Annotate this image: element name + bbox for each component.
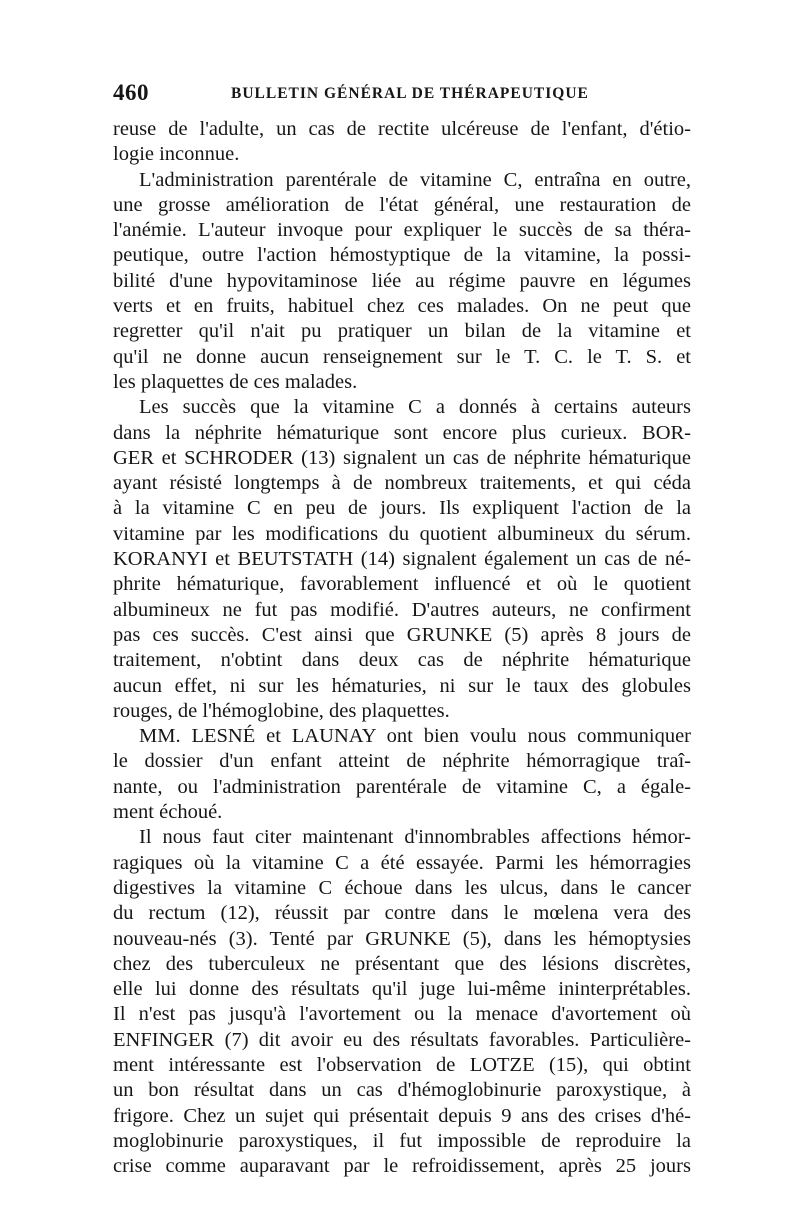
page-number: 460 xyxy=(113,80,149,105)
text-line: GER et SCHRODER (13) signalent un cas de néphrite hématurique xyxy=(113,446,691,469)
text-line: qu'il ne donne aucun renseignement sur le T. C. le T. S. et xyxy=(113,345,691,368)
text-line: Il nous faut citer maintenant d'innombrables affections hémor- xyxy=(139,826,691,849)
text-line: digestives la vitamine C échoue dans les ulcus, dans le cancer xyxy=(113,876,691,899)
text-line: traitement, n'obtint dans deux cas de néphrite hématurique xyxy=(113,649,691,672)
text-line: ragiques où la vitamine C a été essayée. Parmi les hémorragies xyxy=(113,851,691,874)
text-line: chez des tuberculeux ne présentant que des lésions discrètes, xyxy=(113,952,691,975)
text-line: moglobinurie paroxystiques, il fut impossible de reproduire la xyxy=(113,1129,691,1152)
text-line: rouges, de l'hémoglobine, des plaquettes. xyxy=(113,699,450,722)
text-line: vitamine par les modifications du quotient albumineux du sérum. xyxy=(113,522,691,545)
text-line: ment intéressante est l'observation de LOTZE (15), qui obtint xyxy=(113,1053,691,1076)
text-line: une grosse amélioration de l'état général, une restauration de xyxy=(113,193,691,216)
text-line: ment échoué. xyxy=(113,801,223,824)
text-line: ENFINGER (7) dit avoir eu des résultats favorables. Particulière- xyxy=(113,1028,691,1051)
text-line: verts et en fruits, habituel chez ces malades. On ne peut que xyxy=(113,295,691,318)
text-line: peutique, outre l'action hémostyptique de la vitamine, la possi- xyxy=(113,244,691,267)
text-line: albumineux ne fut pas modifié. D'autres auteurs, ne confirment xyxy=(113,598,691,621)
text-line: pas ces succès. C'est ainsi que GRUNKE (5) après 8 jours de xyxy=(113,623,691,646)
text-line: ayant résisté longtemps à de nombreux traitements, et qui céda xyxy=(113,472,691,495)
text-line: un bon résultat dans un cas d'hémoglobinurie paroxystique, à xyxy=(113,1079,691,1102)
text-line: logie inconnue. xyxy=(113,143,240,166)
text-line: phrite hématurique, favorablement influencé et où le quotient xyxy=(113,573,691,596)
text-line: KORANYI et BEUTSTATH (14) signalent également un cas de né- xyxy=(113,548,691,571)
text-line: l'anémie. L'auteur invoque pour expliquer le succès de sa théra- xyxy=(113,219,691,242)
text-line: les plaquettes de ces malades. xyxy=(113,370,358,393)
text-line: crise comme auparavant par le refroidissement, après 25 jours xyxy=(113,1155,691,1178)
text-line: elle lui donne des résultats qu'il juge lui-même ininterprétables. xyxy=(113,978,691,1001)
text-line: bilité d'une hypovitaminose liée au régime pauvre en légumes xyxy=(113,269,691,292)
text-line: frigore. Chez un sujet qui présentait depuis 9 ans des crises d'hé- xyxy=(113,1104,691,1127)
text-line: nouveau-nés (3). Tenté par GRUNKE (5), dans les hémoptysies xyxy=(113,927,691,950)
text-line: à la vitamine C en peu de jours. Ils expliquent l'action de la xyxy=(113,497,691,520)
text-line: L'administration parentérale de vitamine C, entraîna en outre, xyxy=(139,168,691,191)
text-line: le dossier d'un enfant atteint de néphrite hémorragique traî- xyxy=(113,750,691,773)
text-line: dans la néphrite hématurique sont encore plus curieux. BOR- xyxy=(113,421,691,444)
page-header xyxy=(113,80,693,110)
text-line: nante, ou l'administration parentérale de vitamine C, a égale- xyxy=(113,775,691,798)
text-line: aucun effet, ni sur les hématuries, ni sur le taux des globules xyxy=(113,674,691,697)
text-line: MM. LESNÉ et LAUNAY ont bien voulu nous communiquer xyxy=(139,725,691,748)
text-line: regretter qu'il n'ait pu pratiquer un bilan de la vitamine et xyxy=(113,320,691,343)
body-text xyxy=(113,117,691,1179)
text-line: reuse de l'adulte, un cas de rectite ulcéreuse de l'enfant, d'étio- xyxy=(113,118,691,140)
text-line: Les succès que la vitamine C a donnés à certains auteurs xyxy=(139,396,691,419)
running-title: BULLETIN GÉNÉRAL DE THÉRAPEUTIQUE xyxy=(231,85,589,102)
text-line: Il n'est pas jusqu'à l'avortement ou la menace d'avortement où xyxy=(113,1003,691,1026)
text-line: du rectum (12), réussit par contre dans le mœlena vera des xyxy=(113,902,691,925)
